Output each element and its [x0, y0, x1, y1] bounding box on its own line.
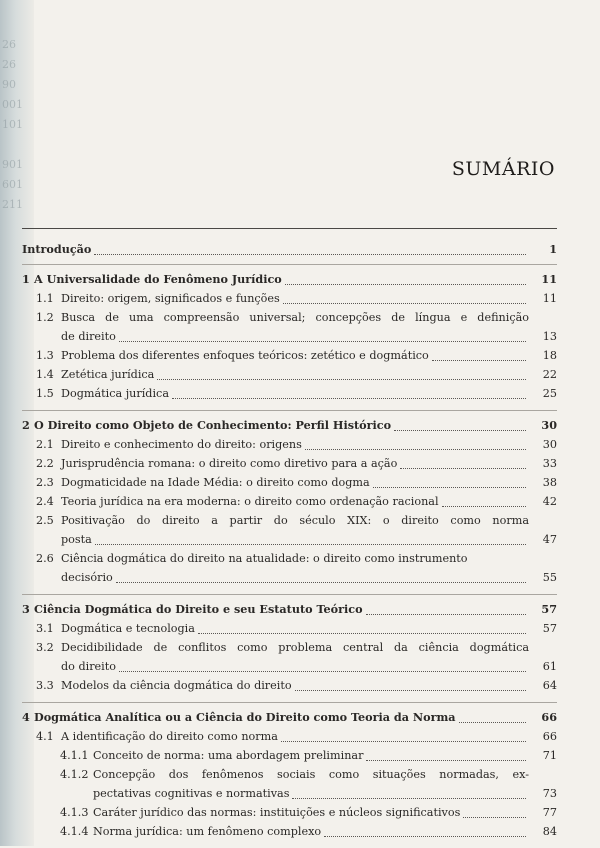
entry-page: 71: [542, 749, 557, 762]
entry-page: 33: [542, 457, 557, 470]
entry-label: Direito: origem, significados e funções: [61, 292, 280, 305]
chapter-page: 11: [541, 272, 557, 286]
title-rule: [22, 228, 557, 229]
entry-label: Positivação do direito a partir do século XIX: o direito como norma: [61, 514, 529, 527]
toc-entry: [22, 492, 557, 511]
chapter-number: 3: [22, 602, 30, 616]
dot-leader: [157, 378, 526, 380]
entry-number: 2.1: [36, 438, 54, 451]
toc-entry: [22, 435, 557, 454]
dot-leader: [292, 797, 526, 799]
entry-label: Caráter jurídico das normas: instituições e núcleos significativos: [93, 806, 461, 819]
toc-entry: [22, 289, 557, 308]
entry-page: 64: [542, 679, 557, 692]
chapter-page: 66: [541, 710, 557, 724]
bleed-through-mark: 601: [2, 178, 23, 191]
entry-number: 2.5: [36, 514, 54, 527]
entry-number: 4.1.4: [60, 825, 89, 838]
entry-page: 25: [542, 387, 557, 400]
dot-leader: [281, 740, 526, 742]
entry-label: Zetética jurídica: [61, 368, 155, 381]
toc-entry: [22, 638, 557, 676]
entry-number: 1.3: [36, 349, 54, 362]
entry-label: Dogmaticidade na Idade Média: o direito como dogma: [61, 476, 370, 489]
dot-leader: [366, 613, 526, 615]
dot-leader: [463, 816, 526, 818]
section-divider: [22, 702, 557, 703]
dot-leader: [95, 543, 526, 545]
dot-leader: [283, 302, 526, 304]
entry-label: Conceito de norma: uma abordagem preliminar: [93, 749, 364, 762]
entry-page: 42: [542, 495, 557, 508]
toc-entry-chapter: [22, 270, 557, 289]
table-of-contents: [22, 240, 557, 848]
entry-label: Introdução: [22, 242, 92, 256]
toc-entry: [22, 676, 557, 695]
toc-entry: [22, 454, 557, 473]
chapter-label: Dogmática Analítica ou a Ciência do Direito como Teoria da Norma: [34, 710, 456, 724]
entry-label: Decidibilidade de conflitos como problema central da ciência dogmática: [61, 641, 529, 654]
entry-page: 73: [542, 787, 557, 800]
toc-entry: [22, 511, 557, 549]
entry-label: Direito e conhecimento do direito: origens: [61, 438, 302, 451]
toc-entry-chapter: [22, 416, 557, 435]
dot-leader: [366, 759, 526, 761]
bleed-through-mark: 001: [2, 98, 23, 111]
entry-label-continued: do direito: [61, 660, 116, 673]
entry-label: Modelos da ciência dogmática do direito: [61, 679, 292, 692]
dot-leader: [94, 253, 526, 255]
entry-number: 1.1: [36, 292, 54, 305]
entry-label-continued: pectativas cognitivas e normativas: [93, 787, 290, 800]
dot-leader: [285, 283, 526, 285]
chapter-page: 30: [541, 418, 557, 432]
entry-label: Concepção dos fenômenos sociais como situações normadas, ex-: [93, 768, 529, 781]
entry-label-continued: posta: [61, 533, 92, 546]
chapter-label: Ciência Dogmática do Direito e seu Estatuto Teórico: [34, 602, 363, 616]
entry-page: 18: [542, 349, 557, 362]
toc-entry: [22, 727, 557, 746]
bleed-through-mark: 211: [2, 198, 23, 211]
bleed-through-mark: 90: [2, 78, 16, 91]
entry-number: 4.1.1: [60, 749, 89, 762]
entry-page: 84: [542, 825, 557, 838]
entry-page: 77: [542, 806, 557, 819]
chapter-number: 2: [22, 418, 30, 432]
entry-label: A identificação do direito como norma: [61, 730, 278, 743]
entry-number: 2.4: [36, 495, 54, 508]
chapter-1: [22, 270, 557, 403]
entry-page: 11: [542, 292, 557, 305]
toc-entry: [22, 365, 557, 384]
entry-label-continued: de direito: [61, 330, 116, 343]
entry-number: 4.1.2: [60, 768, 89, 781]
entry-page: 1: [549, 242, 557, 256]
chapter-4: [22, 708, 557, 841]
section-divider: [22, 264, 557, 265]
dot-leader: [295, 689, 526, 691]
dot-leader: [119, 670, 526, 672]
entry-number: 2.2: [36, 457, 54, 470]
chapter-label: O Direito como Objeto de Conhecimento: Perfil Histórico: [34, 418, 392, 432]
section-divider: [22, 594, 557, 595]
dot-leader: [172, 397, 526, 399]
entry-page: 30: [542, 438, 557, 451]
entry-label: Norma jurídica: um fenômeno complexo: [93, 825, 322, 838]
toc-subentry: [22, 803, 557, 822]
dot-leader: [373, 486, 526, 488]
entry-number: 3.1: [36, 622, 54, 635]
toc-entry: [22, 473, 557, 492]
chapter-2: [22, 416, 557, 587]
bleed-through-mark: 26: [2, 58, 16, 71]
toc-subentry: [22, 822, 557, 841]
toc-entry-chapter: [22, 600, 557, 619]
bleed-through-mark: 901: [2, 158, 23, 171]
chapter-label: A Universalidade do Fenômeno Jurídico: [34, 272, 282, 286]
toc-subentry: [22, 746, 557, 765]
entry-page: 47: [542, 533, 557, 546]
dot-leader: [400, 467, 526, 469]
entry-page: 55: [542, 571, 557, 584]
entry-number: 2.3: [36, 476, 54, 489]
entry-page: 13: [542, 330, 557, 343]
chapter-page: 57: [541, 602, 557, 616]
toc-entry: [22, 346, 557, 365]
dot-leader: [119, 340, 526, 342]
toc-entry: [22, 549, 557, 587]
toc-entry: [22, 384, 557, 403]
entry-page: 22: [542, 368, 557, 381]
entry-page: 57: [542, 622, 557, 635]
toc-entry-intro: [22, 240, 557, 259]
toc-entry: [22, 308, 557, 346]
entry-number: 3.2: [36, 641, 54, 654]
page-title: SUMÁRIO: [451, 158, 555, 180]
entry-label: Ciência dogmática do direito na atualidade: o direito como instrumento: [61, 552, 468, 565]
entry-label-continued: decisório: [61, 571, 113, 584]
entry-page: 38: [542, 476, 557, 489]
dot-leader: [116, 581, 526, 583]
entry-page: 66: [542, 730, 557, 743]
chapter-number: 4: [22, 710, 30, 724]
entry-label: Dogmática e tecnologia: [61, 622, 195, 635]
dot-leader: [305, 448, 526, 450]
toc-entry: [22, 619, 557, 638]
entry-page: 61: [542, 660, 557, 673]
entry-label: Dogmática jurídica: [61, 387, 169, 400]
dot-leader: [198, 632, 526, 634]
dot-leader: [432, 359, 526, 361]
entry-number: 2.6: [36, 552, 54, 565]
entry-number: 4.1.3: [60, 806, 89, 819]
entry-number: 1.2: [36, 311, 54, 324]
entry-number: 4.1: [36, 730, 54, 743]
toc-subentry: [22, 765, 557, 803]
toc-entry-chapter: [22, 708, 557, 727]
entry-number: 1.5: [36, 387, 54, 400]
dot-leader: [442, 505, 526, 507]
entry-number: 1.4: [36, 368, 54, 381]
chapter-3: [22, 600, 557, 695]
section-divider: [22, 410, 557, 411]
bleed-through-mark: 101: [2, 118, 23, 131]
bleed-through-mark: 26: [2, 38, 16, 51]
entry-label: Busca de uma compreensão universal; concepções de língua e definição: [61, 311, 529, 324]
dot-leader: [459, 721, 526, 723]
dot-leader: [324, 835, 526, 837]
dot-leader: [394, 429, 526, 431]
entry-label: Teoria jurídica na era moderna: o direito como ordenação racional: [61, 495, 439, 508]
entry-label: Problema dos diferentes enfoques teóricos: zetético e dogmático: [61, 349, 429, 362]
entry-number: 3.3: [36, 679, 54, 692]
entry-label: Jurisprudência romana: o direito como diretivo para a ação: [61, 457, 398, 470]
chapter-number: 1: [22, 272, 30, 286]
